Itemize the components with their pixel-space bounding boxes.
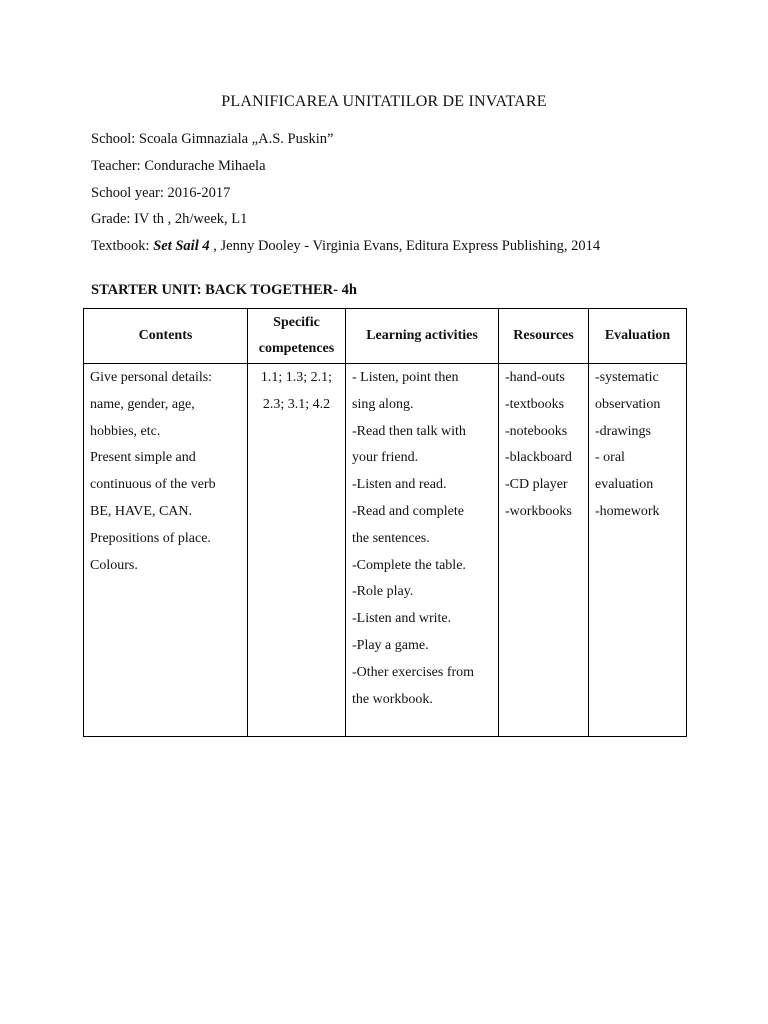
school-year-line: School year: 2016-2017	[91, 185, 231, 201]
activity-line: the workbook.	[352, 691, 433, 707]
contents-line: Give personal details:	[90, 370, 213, 385]
page-title: PLANIFICAREA UNITATILOR DE INVATARE	[221, 93, 547, 110]
evaluation-line: observation	[595, 396, 661, 412]
resources-cell	[499, 364, 589, 737]
header-evaluation: Evaluation	[589, 309, 687, 364]
activity-line: -Complete the table.	[352, 557, 466, 573]
evaluation-line: -systematic	[595, 370, 659, 385]
header-competences-line2: competences	[258, 341, 335, 356]
header-activities: Learning activities	[346, 309, 499, 364]
evaluation-line: evaluation	[595, 477, 654, 493]
evaluation-line: -drawings	[595, 423, 651, 439]
resource-line: -hand-outs	[505, 370, 565, 385]
resource-line: -blackboard	[505, 450, 572, 466]
activity-line: -Play a game.	[352, 637, 429, 653]
unit-heading: STARTER UNIT: BACK TOGETHER- 4h	[91, 282, 357, 298]
table-header-row	[84, 309, 687, 364]
contents-line: continuous of the verb	[90, 477, 216, 493]
teacher-line: Teacher: Condurache Mihaela	[91, 158, 266, 174]
activity-line: -Read then talk with	[352, 423, 466, 439]
textbook-title: Set Sail 4	[153, 238, 214, 254]
evaluation-cell	[589, 364, 687, 737]
competences-cell	[248, 364, 346, 737]
competences-line: 1.1; 1.3; 2.1;	[260, 370, 333, 385]
contents-cell	[84, 364, 248, 737]
header-resources: Resources	[499, 309, 589, 364]
contents-line: Colours.	[90, 557, 138, 573]
resource-line: -CD player	[505, 477, 568, 493]
activity-line: -Role play.	[352, 584, 414, 600]
school-line: School: Scoala Gimnaziala „A.S. Puskin”	[91, 131, 334, 147]
resource-line: -workbooks	[505, 503, 572, 519]
contents-line: Prepositions of place.	[90, 530, 211, 546]
activity-line: -Listen and read.	[352, 477, 447, 493]
activity-line: -Listen and write.	[352, 611, 452, 627]
header-competences	[248, 309, 346, 364]
resource-line: -textbooks	[505, 396, 565, 412]
resource-line: -notebooks	[505, 423, 568, 439]
evaluation-line: - oral	[595, 450, 625, 466]
activities-cell	[346, 364, 499, 737]
activity-line: sing along.	[352, 396, 414, 412]
textbook-label: Textbook:	[91, 238, 154, 254]
contents-line: BE, HAVE, CAN.	[90, 503, 193, 519]
header-competences-line1: Specific	[273, 315, 320, 330]
competences-line: 2.3; 3.1; 4.2	[262, 396, 331, 412]
activity-line: your friend.	[352, 450, 419, 466]
contents-line: name, gender, age,	[90, 396, 195, 412]
activity-line: - Listen, point then	[352, 370, 459, 385]
contents-line: Present simple and	[90, 450, 196, 466]
textbook-details: , Jenny Dooley - Virginia Evans, Editura Express Publishing, 2014	[213, 238, 601, 254]
textbook-line	[91, 237, 600, 255]
activity-line: -Read and complete	[352, 503, 464, 519]
evaluation-line: -homework	[595, 503, 660, 519]
planning-table	[83, 308, 687, 737]
header-contents: Contents	[84, 309, 248, 364]
contents-line: hobbies, etc.	[90, 423, 161, 439]
activity-line: -Other exercises from	[352, 664, 475, 680]
table-row	[84, 364, 687, 737]
activity-line: the sentences.	[352, 530, 430, 546]
grade-line: Grade: IV th , 2h/week, L1	[91, 211, 248, 227]
